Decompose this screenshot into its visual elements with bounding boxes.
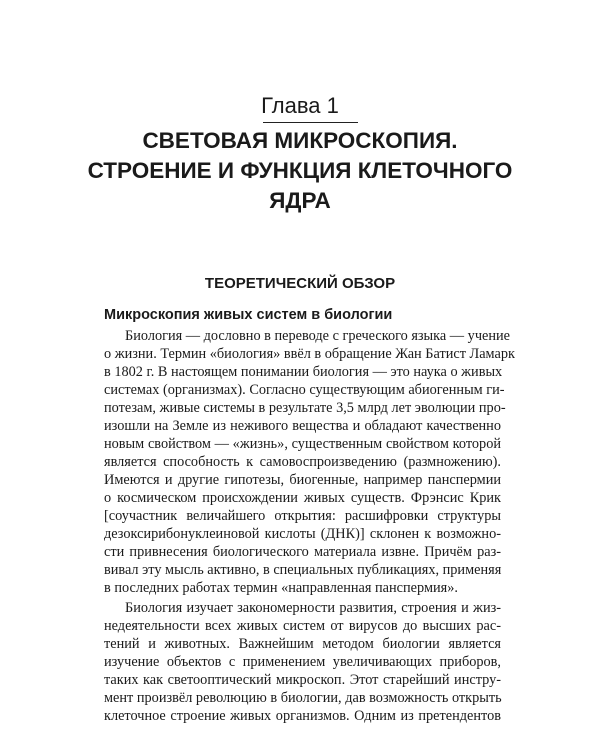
paragraph-line: потезам, живые системы в результате 3,5 млрд лет эволюции про- <box>104 400 506 416</box>
paragraph-line: таких как светооптический микроскоп. Этот старейший инстру- <box>104 672 501 688</box>
paragraph-line: является способность к самовоспроизведению (размножению). <box>104 454 501 470</box>
chapter-label: Глава 1 <box>261 93 339 118</box>
chapter-underline <box>263 122 358 123</box>
paragraph-line: Биология изучает закономерности развития, строения и жиз- <box>125 600 501 616</box>
paragraph-line: изошли на Земле из неживого вещества и обладают качественно <box>104 418 501 434</box>
chapter-title <box>80 126 520 216</box>
paragraph-line: мент произвёл революцию в биологии, дав возможность открыть <box>104 690 502 706</box>
paragraph-line: вивал эту мысль активно, в специальных публикациях, применяя <box>104 562 502 578</box>
chapter-title-line: ЯДРА <box>269 188 331 213</box>
chapter-title-line: СВЕТОВАЯ МИКРОСКОПИЯ. <box>142 128 458 153</box>
subsection-title: Микроскопия живых систем в биологии <box>104 307 393 323</box>
paragraph-line: клеточное строение живых организмов. Одним из претендентов <box>104 708 501 724</box>
paragraph-line: недеятельности всех живых систем от вирусов до высших рас- <box>104 618 501 634</box>
paragraph-line: Имеются и другие гипотезы, биогенные, например панспермии <box>104 472 501 488</box>
paragraph-line: тений и животных. Важнейшим методом биологии является <box>104 636 501 652</box>
paragraph-line: изучение объектов с применением увеличивающих приборов, <box>104 654 501 670</box>
paragraph-line: дезоксирибонуклеиновой кислоты (ДНК)] склонен к возможно- <box>104 526 501 542</box>
paragraph-line: сти привнесения биологического материала извне. Причём раз- <box>104 544 501 560</box>
paragraph-line: о космическом происхождении живых существ. Фрэнсис Крик <box>104 490 501 506</box>
paragraph-line: новым свойством — «жизнь», существенным свойством которой <box>104 436 501 452</box>
paragraph-line: о жизни. Термин «биология» ввёл в обращение Жан Батист Ламарк <box>104 346 515 362</box>
chapter-title-line: СТРОЕНИЕ И ФУНКЦИЯ КЛЕТОЧНОГО <box>87 158 513 183</box>
paragraph-line: системах (организмах). Согласно существующим абиогенным ги- <box>104 382 505 398</box>
paragraph-line: [соучастник величайшего открытия: расшифровки структуры <box>104 508 501 524</box>
paragraph-line: в 1802 г. В настоящем понимании биология — это наука о живых <box>104 364 503 380</box>
paragraph-line: в последних работах термин «направленная панспермия». <box>104 580 458 596</box>
paragraph-line: Биология — дословно в переводе с греческого языка — учение <box>125 328 511 344</box>
section-title: ТЕОРЕТИЧЕСКИЙ ОБЗОР <box>204 275 396 292</box>
